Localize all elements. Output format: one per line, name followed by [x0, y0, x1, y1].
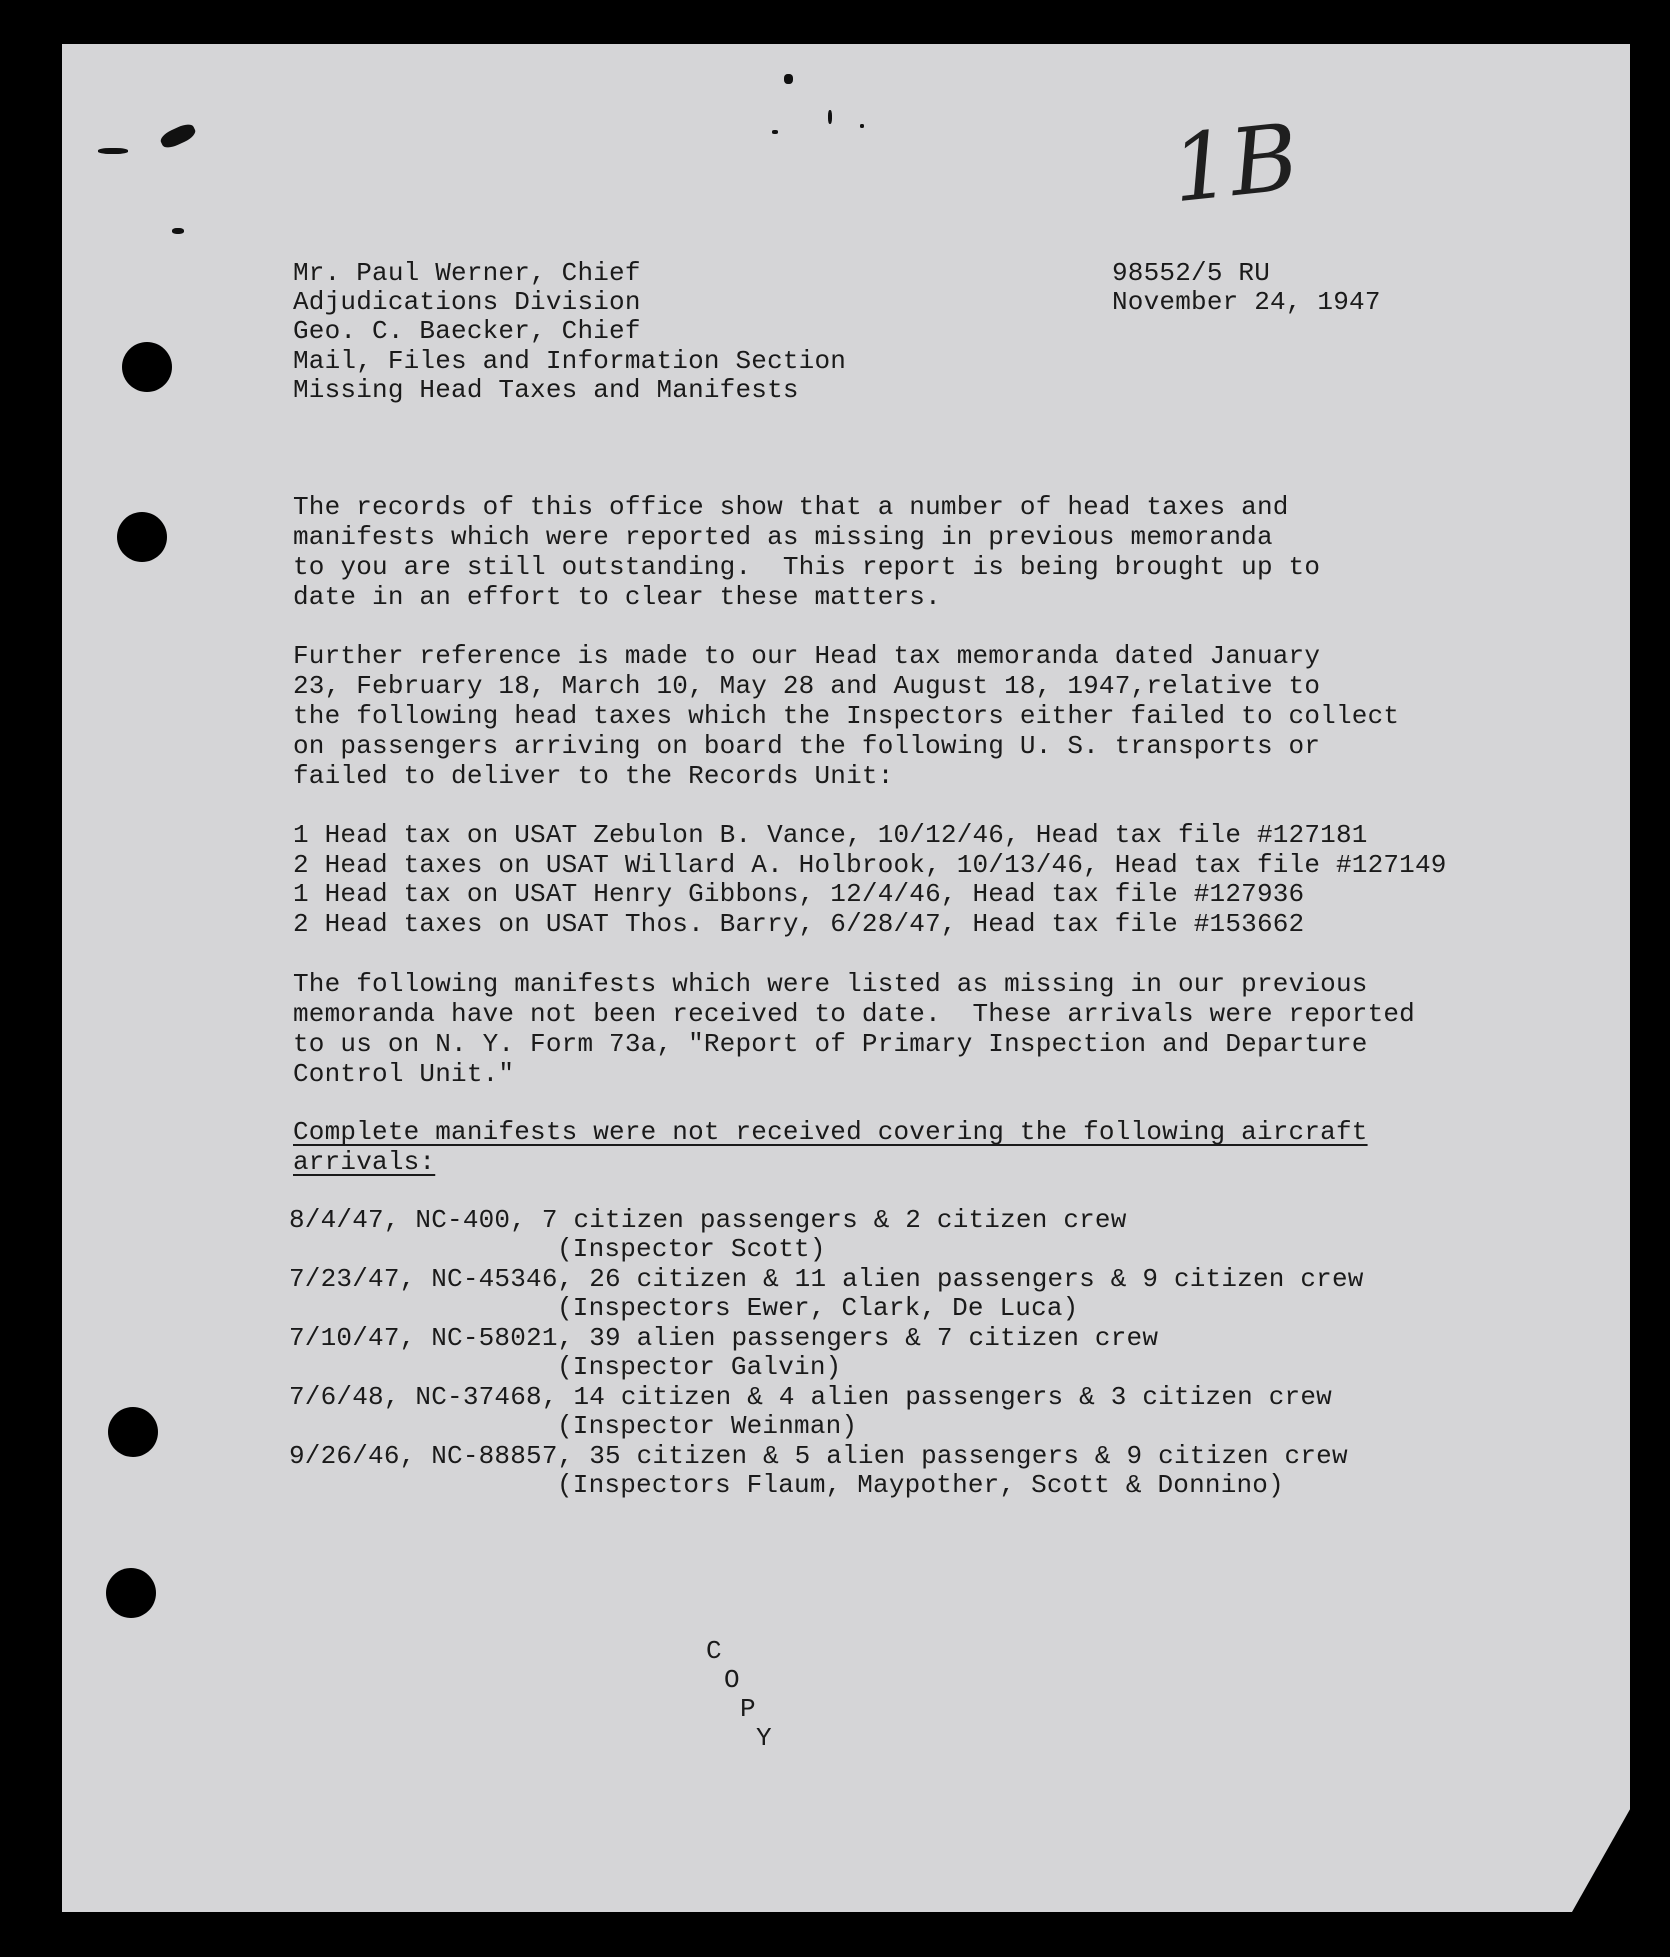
smudge-mark [828, 110, 832, 124]
paragraph-line: 23, February 18, March 10, May 28 and August 18, 1947,relative to [293, 671, 1321, 701]
hole-punch [106, 1568, 156, 1618]
hole-punch [108, 1407, 158, 1457]
arrival-entry: 7/23/47, NC-45346, 26 citizen & 11 alien passengers & 9 citizen crew [289, 1264, 1364, 1294]
smudge-mark [772, 130, 778, 134]
head-tax-item: 1 Head tax on USAT Henry Gibbons, 12/4/46, Head tax file #127936 [293, 879, 1305, 909]
arrival-entry: 7/6/48, NC-37468, 14 citizen & 4 alien passengers & 3 citizen crew [289, 1382, 1332, 1412]
copy-mark-letter: Y [756, 1723, 772, 1753]
copy-mark-letter: O [724, 1665, 740, 1695]
subject-line: Missing Head Taxes and Manifests [293, 375, 799, 405]
paragraph-line: Further reference is made to our Head tax memoranda dated January [293, 641, 1321, 671]
document-date: November 24, 1947 [1112, 287, 1381, 317]
arrival-inspectors: (Inspector Galvin) [557, 1352, 842, 1382]
section-heading: arrivals: [293, 1147, 436, 1177]
paragraph-line: date in an effort to clear these matters. [293, 582, 941, 612]
head-tax-item: 2 Head taxes on USAT Thos. Barry, 6/28/47, Head tax file #153662 [293, 909, 1305, 939]
smudge-mark [860, 124, 864, 128]
smudge-mark [172, 228, 184, 234]
address-line: Adjudications Division [293, 287, 641, 317]
section-heading: Complete manifests were not received covering the following aircraft [293, 1117, 1368, 1147]
head-tax-item: 2 Head taxes on USAT Willard A. Holbrook, 10/13/46, Head tax file #127149 [293, 850, 1447, 880]
copy-mark-letter: P [740, 1694, 756, 1724]
arrival-entry: 8/4/47, NC-400, 7 citizen passengers & 2 citizen crew [289, 1205, 1127, 1235]
head-tax-item: 1 Head tax on USAT Zebulon B. Vance, 10/12/46, Head tax file #127181 [293, 820, 1368, 850]
copy-mark-letter: C [706, 1636, 722, 1666]
paragraph-line: on passengers arriving on board the following U. S. transports or [293, 731, 1321, 761]
paragraph-line: the following head taxes which the Inspectors either failed to collect [293, 701, 1400, 731]
file-number: 98552/5 RU [1112, 258, 1271, 288]
arrival-entry: 9/26/46, NC-88857, 35 citizen & 5 alien passengers & 9 citizen crew [289, 1441, 1348, 1471]
hole-punch [117, 512, 167, 562]
arrival-inspectors: (Inspectors Flaum, Maypother, Scott & Donnino) [557, 1470, 1284, 1500]
hole-punch [122, 342, 172, 392]
arrival-entry: 7/10/47, NC-58021, 39 alien passengers & 7 citizen crew [289, 1323, 1159, 1353]
paragraph-line: to us on N. Y. Form 73a, "Report of Primary Inspection and Departure [293, 1029, 1368, 1059]
smudge-mark [784, 74, 793, 84]
arrival-inspectors: (Inspector Scott) [557, 1234, 826, 1264]
handwritten-mark: 1B [1166, 103, 1304, 224]
paragraph-line: Control Unit." [293, 1059, 515, 1089]
paragraph-line: failed to deliver to the Records Unit: [293, 761, 894, 791]
smudge-mark [98, 148, 128, 154]
paragraph-line: The records of this office show that a number of head taxes and [293, 492, 1289, 522]
arrival-inspectors: (Inspectors Ewer, Clark, De Luca) [557, 1293, 1079, 1323]
paragraph-line: to you are still outstanding. This report is being brought up to [293, 552, 1321, 582]
address-line: Geo. C. Baecker, Chief [293, 316, 641, 346]
paragraph-line: manifests which were reported as missing in previous memoranda [293, 522, 1273, 552]
arrival-inspectors: (Inspector Weinman) [557, 1411, 858, 1441]
address-line: Mail, Files and Information Section [293, 346, 847, 376]
paragraph-line: The following manifests which were listed as missing in our previous [293, 969, 1368, 999]
paragraph-line: memoranda have not been received to date. These arrivals were reported [293, 999, 1415, 1029]
address-line: Mr. Paul Werner, Chief [293, 258, 641, 288]
